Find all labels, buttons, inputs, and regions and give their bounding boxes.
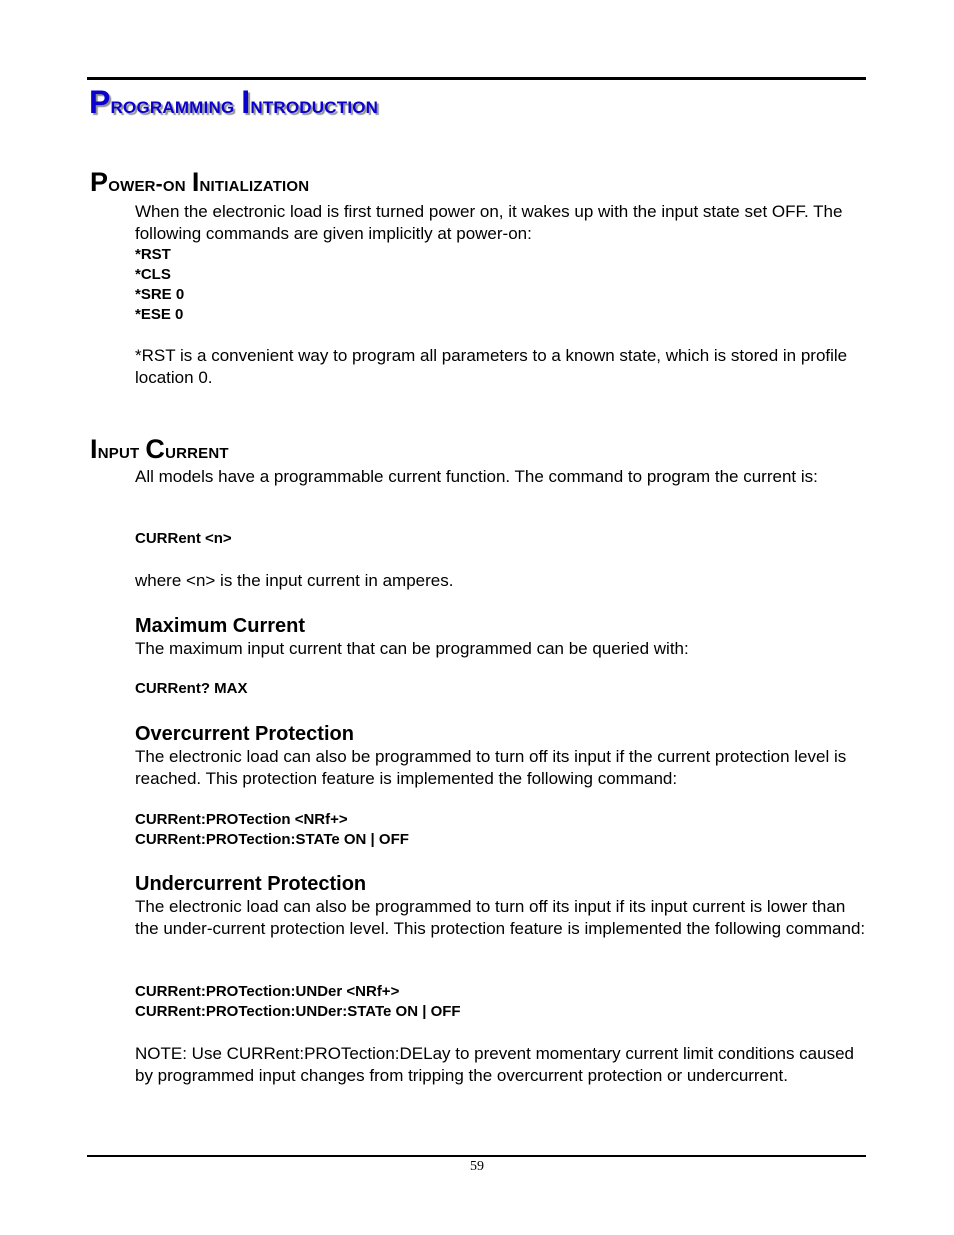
- input-current-intro: All models have a programmable current function. The command to program the current is:: [135, 467, 818, 486]
- section-title-initial: I: [191, 167, 200, 197]
- command-line: CURRent:PROTection:UNDer <NRf+>: [135, 983, 400, 1000]
- input-current-intro-block: [135, 466, 870, 488]
- subsection-heading: Undercurrent Protection: [135, 873, 367, 895]
- power-on-note-block: [135, 345, 870, 388]
- current-where-block: [135, 570, 870, 592]
- section-title-input-current: [90, 434, 229, 465]
- section-title-initial: I: [90, 434, 98, 464]
- max-command-block: [135, 679, 870, 699]
- power-on-note: *RST is a convenient way to program all parameters to a known state, which is stored in profile location 0.: [135, 346, 848, 387]
- command-line: CURRent:PROTection:UNDer:STATe ON | OFF: [135, 1003, 461, 1020]
- command-line: CURRent:PROTection:STATe ON | OFF: [135, 831, 409, 848]
- section-title-part: urrent: [165, 440, 229, 463]
- command-line: *CLS: [135, 266, 171, 283]
- subsection-text: The electronic load can also be programmed to turn off its input if its input current is lower than the under-current protection level. This protection feature is implemented the following command:: [135, 897, 866, 938]
- subsection-text: The maximum input current that can be programmed can be queried with:: [135, 639, 689, 658]
- power-on-body: [135, 201, 870, 325]
- section-title-part: nitialization: [199, 173, 310, 196]
- chapter-title-part-2: ntroduction: [250, 92, 379, 119]
- subsection-heading: Overcurrent Protection: [135, 723, 354, 745]
- command-line: *ESE 0: [135, 306, 184, 323]
- bottom-rule: [87, 1155, 866, 1157]
- current-note-block: [135, 1043, 870, 1086]
- section-title-part: nput: [97, 440, 146, 463]
- command-line: *RST: [135, 246, 171, 263]
- page-number: 59: [470, 1159, 484, 1174]
- chapter-title-initial-2: I: [241, 84, 251, 120]
- current-where-text: where <n> is the input current in amperes.: [135, 571, 454, 590]
- top-rule: [87, 77, 866, 80]
- power-on-command-list: [135, 245, 870, 325]
- section-title-initial: C: [145, 434, 166, 464]
- section-title-power-on: [90, 167, 309, 198]
- command-line: CURRent? MAX: [135, 680, 248, 697]
- section-title-part: ower-on: [108, 173, 192, 196]
- command-line: CURRent:PROTection <NRf+>: [135, 811, 348, 828]
- subsection-text: The electronic load can also be programmed to turn off its input if the current protection level is reached. This protection feature is implemented the following command:: [135, 747, 847, 788]
- undercurrent-section: [135, 872, 870, 939]
- command-line: CURRent <n>: [135, 530, 232, 547]
- overcurrent-section: [135, 722, 870, 789]
- chapter-title: [89, 84, 378, 121]
- current-note: NOTE: Use CURRent:PROTection:DELay to prevent momentary current limit conditions caused by programmed input changes from tripping the overcurrent protection or undercurrent.: [135, 1044, 854, 1085]
- subsection-heading: Maximum Current: [135, 615, 306, 637]
- overcurrent-command-block: [135, 810, 870, 850]
- maximum-current-section: [135, 614, 870, 660]
- undercurrent-command-block: [135, 982, 870, 1022]
- power-on-intro: When the electronic load is first turned power on, it wakes up with the input state set OFF. The following commands are given implicitly at power-on:: [135, 202, 843, 243]
- chapter-title-part-1: rogramming: [110, 92, 242, 119]
- section-title-initial: P: [90, 167, 109, 197]
- command-line: *SRE 0: [135, 286, 185, 303]
- chapter-title-initial-1: P: [89, 84, 111, 120]
- current-command-block: [135, 529, 870, 549]
